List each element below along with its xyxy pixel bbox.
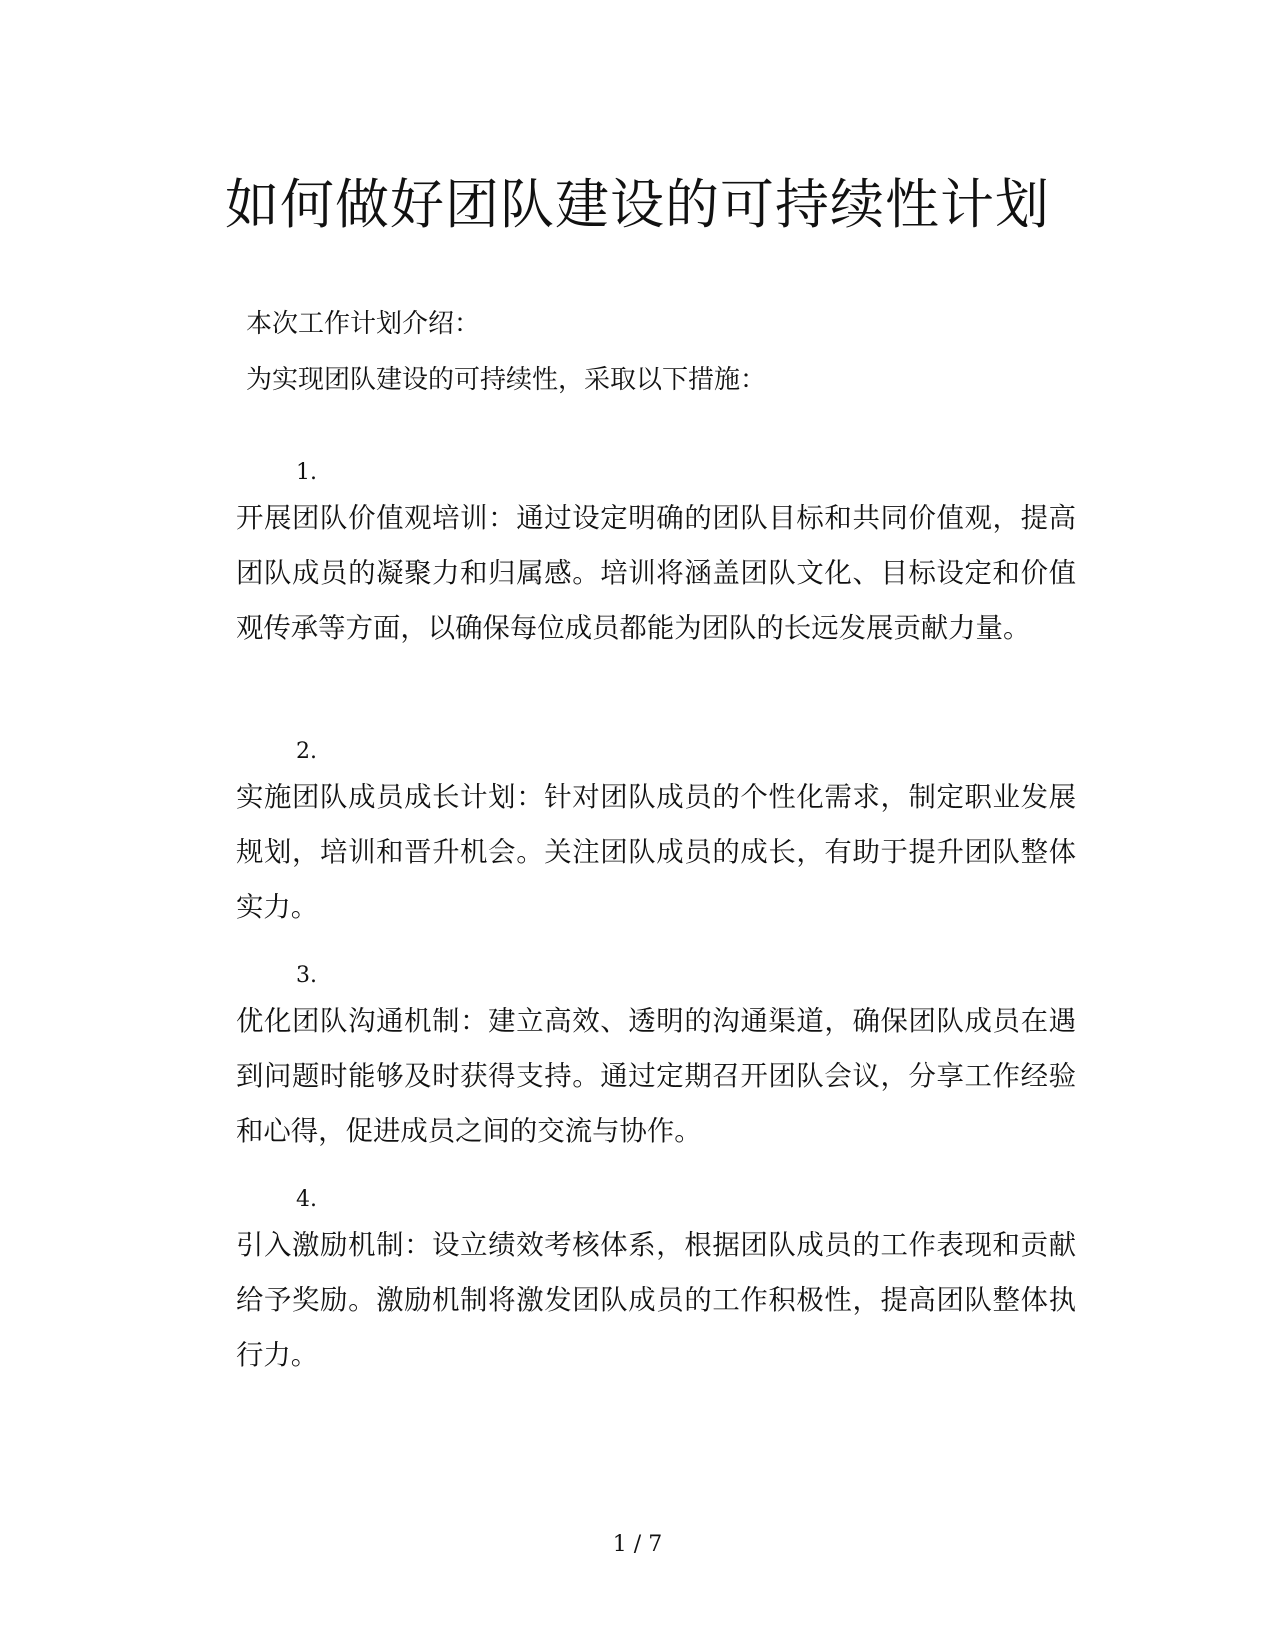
item-3-number: 3. bbox=[296, 963, 317, 988]
item-2-number: 2. bbox=[296, 739, 317, 764]
item-4-text: 引入激励机制：设立绩效考核体系，根据团队成员的工作表现和贡献给予奖励。激励机制将激发团队成员的工作积极性，提高团队整体执行力。 bbox=[236, 1230, 1076, 1371]
intro-line-1: 本次工作计划介绍： bbox=[246, 309, 481, 339]
item-4-number: 4. bbox=[296, 1187, 317, 1212]
page-indicator: 1 / 7 bbox=[612, 1532, 663, 1557]
intro-line-2: 为实现团队建设的可持续性，采取以下措施： bbox=[246, 365, 767, 395]
item-3-text: 优化团队沟通机制：建立高效、透明的沟通渠道，确保团队成员在遇到问题时能够及时获得支持。通过定期召开团队会议，分享工作经验和心得，促进成员之间的交流与协作。 bbox=[236, 1006, 1076, 1147]
item-2-text: 实施团队成员成长计划：针对团队成员的个性化需求，制定职业发展规划，培训和晋升机会。关注团队成员的成长，有助于提升团队整体实力。 bbox=[236, 782, 1076, 923]
item-1-number: 1. bbox=[296, 460, 317, 485]
item-1-text: 开展团队价值观培训：通过设定明确的团队目标和共同价值观，提高团队成员的凝聚力和归属感。培训将涵盖团队文化、目标设定和价值观传承等方面，以确保每位成员都能为团队的长远发展贡献力量。 bbox=[236, 503, 1076, 644]
document-title: 如何做好团队建设的可持续性计划 bbox=[225, 173, 1050, 236]
